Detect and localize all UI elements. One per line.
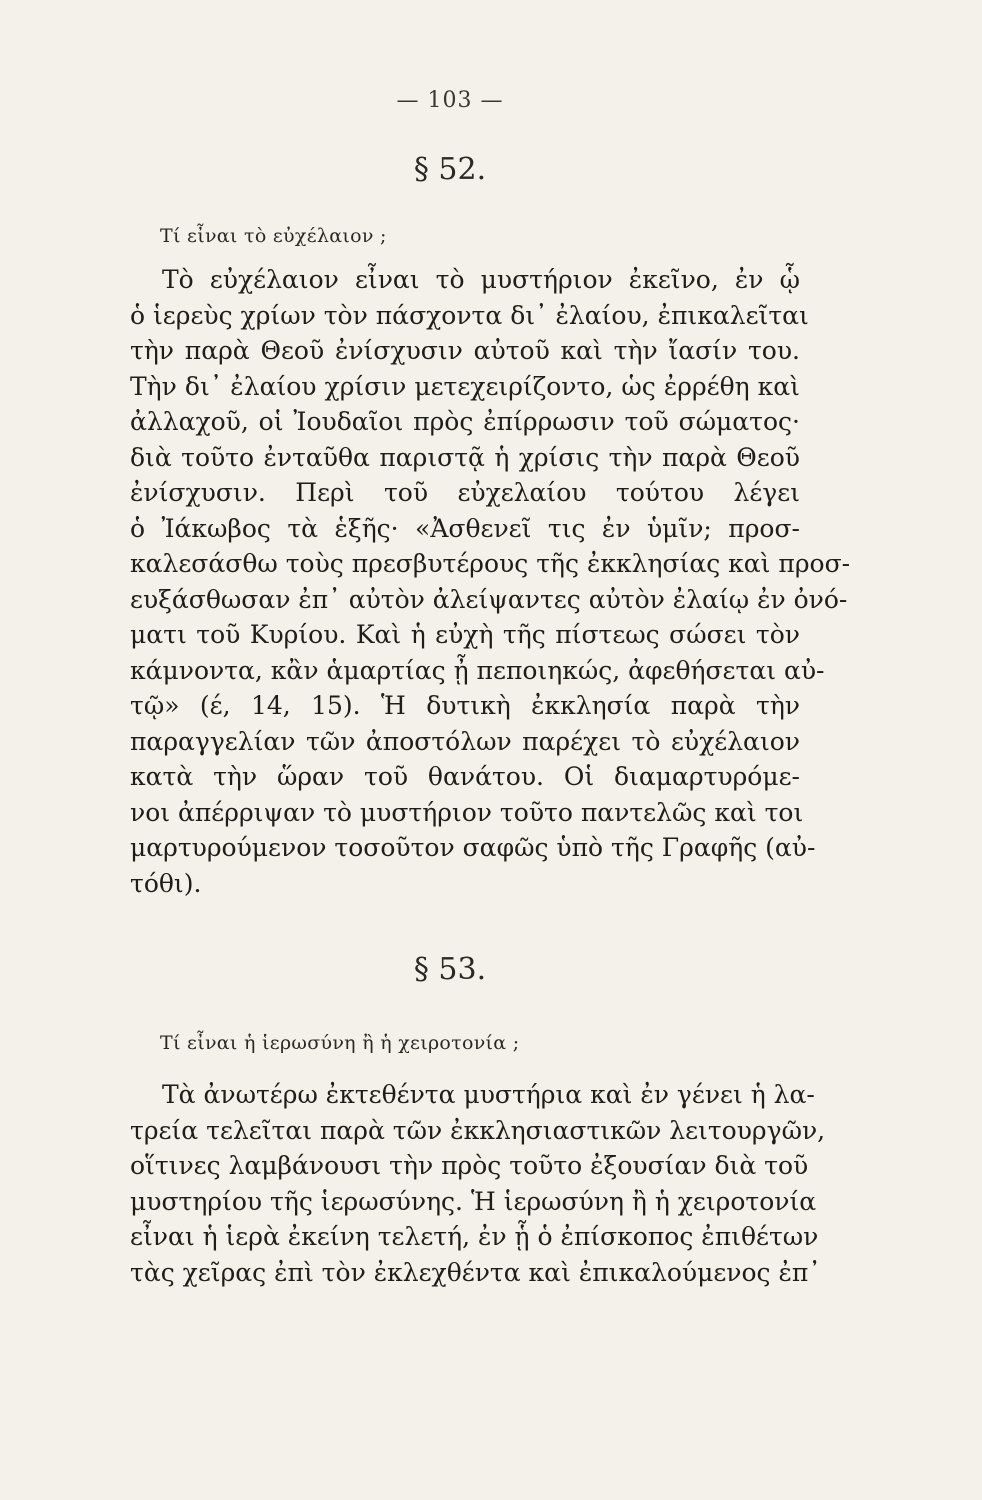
text-line: ἐνίσχυσιν. Περὶ τοῦ εὐχελαίου τούτου λέγει xyxy=(130,478,800,507)
section-53-paragraph xyxy=(130,1077,826,1290)
page-number-header: — 103 — xyxy=(396,88,504,113)
text-line: τῷ» (έ, 14, 15). Ἡ δυτικὴ ἐκκλησία παρὰ τὴν xyxy=(130,691,800,720)
text-line: ὁ ἱερεὺς χρίων τὸν πάσχοντα δι᾿ ἐλαίου, ἐπικαλεῖται xyxy=(130,300,809,330)
text-line: τόθι). xyxy=(130,868,202,898)
section-53-heading: § 53. xyxy=(413,952,487,987)
text-line: Τὴν δι᾿ ἐλαίου χρίσιν μετεχειρίζοντο, ὡς ἐρρέθη καὶ xyxy=(130,371,800,401)
text-line: τὰς χεῖρας ἐπὶ τὸν ἐκλεχθέντα καὶ ἐπικαλούμενος ἐπ᾿ xyxy=(130,1257,821,1287)
text-line: εἶναι ἡ ἱερὰ ἐκείνη τελετή, ἐν ᾗ ὁ ἐπίσκοπος ἐπιθέτων xyxy=(130,1222,819,1251)
section-52-heading: § 52. xyxy=(413,152,487,187)
section-53-question: Τί εἶναι ἡ ἱερωσύνη ἢ ἡ χειροτονία ; xyxy=(160,1032,520,1054)
text-line: κατὰ τὴν ὥραν τοῦ θανάτου. Οἱ διαμαρτυρόμε- xyxy=(130,762,800,791)
text-line: ματι τοῦ Κυρίου. Καὶ ἡ εὐχὴ τῆς πίστεως σώσει τὸν xyxy=(130,620,800,649)
text-line: μαρτυρούμενον τοσοῦτον σαφῶς ὑπὸ τῆς Γραφῆς (αὐ- xyxy=(130,833,816,862)
text-line: ευξάσθωσαν ἐπ᾿ αὐτὸν ἀλείψαντες αὐτὸν ἐλαίῳ ἐν ὀνό- xyxy=(130,584,848,614)
text-line: νοι ἀπέρριψαν τὸ μυστήριον τοῦτο παντελῶς καὶ τοι xyxy=(130,797,804,827)
text-line: μυστηρίου τῆς ἱερωσύνης. Ἡ ἱερωσύνη ἢ ἡ χειροτονία xyxy=(130,1186,817,1216)
text-line: καλεσάσθω τοὺς πρεσβυτέρους τῆς ἐκκλησίας καὶ προσ- xyxy=(130,549,851,578)
text-line: τρεία τελεῖται παρὰ τῶν ἐκκλησιαστικῶν λειτουργῶν, xyxy=(130,1115,826,1145)
text-line: Τὰ ἀνωτέρω ἐκτεθέντα μυστήρια καὶ ἐν γένει ἡ λα- xyxy=(162,1080,815,1109)
section-52-paragraph xyxy=(130,262,851,901)
text-line: ὁ Ἰάκωβος τὰ ἑξῆς· «Ἀσθενεῖ τις ἐν ὑμῖν; προσ- xyxy=(130,513,800,543)
text-line: Τὸ εὐχέλαιον εἶναι τὸ μυστήριον ἐκεῖνο, ἐν ᾧ xyxy=(162,265,800,294)
text-line: διὰ τοῦτο ἐνταῦθα παριστᾷ ἡ χρίσις τὴν παρὰ Θεοῦ xyxy=(130,442,800,472)
text-line: ἀλλαχοῦ, οἱ Ἰουδαῖοι πρὸς ἐπίρρωσιν τοῦ σώματος· xyxy=(130,407,800,436)
text-line: παραγγελίαν τῶν ἀποστόλων παρέχει τὸ εὐχέλαιον xyxy=(130,726,800,756)
text-line: οἵτινες λαμβάνουσι τὴν πρὸς τοῦτο ἐξουσίαν διὰ τοῦ xyxy=(130,1151,809,1180)
text-line: κάμνοντα, κἂν ἁμαρτίας ᾖ πεποιηκώς, ἀφεθήσεται αὐ- xyxy=(130,655,825,685)
text-line: τὴν παρὰ Θεοῦ ἐνίσχυσιν αὐτοῦ καὶ τὴν ἴασίν του. xyxy=(130,336,800,365)
section-52-question: Τί εἶναι τὸ εὐχέλαιον ; xyxy=(160,225,387,247)
